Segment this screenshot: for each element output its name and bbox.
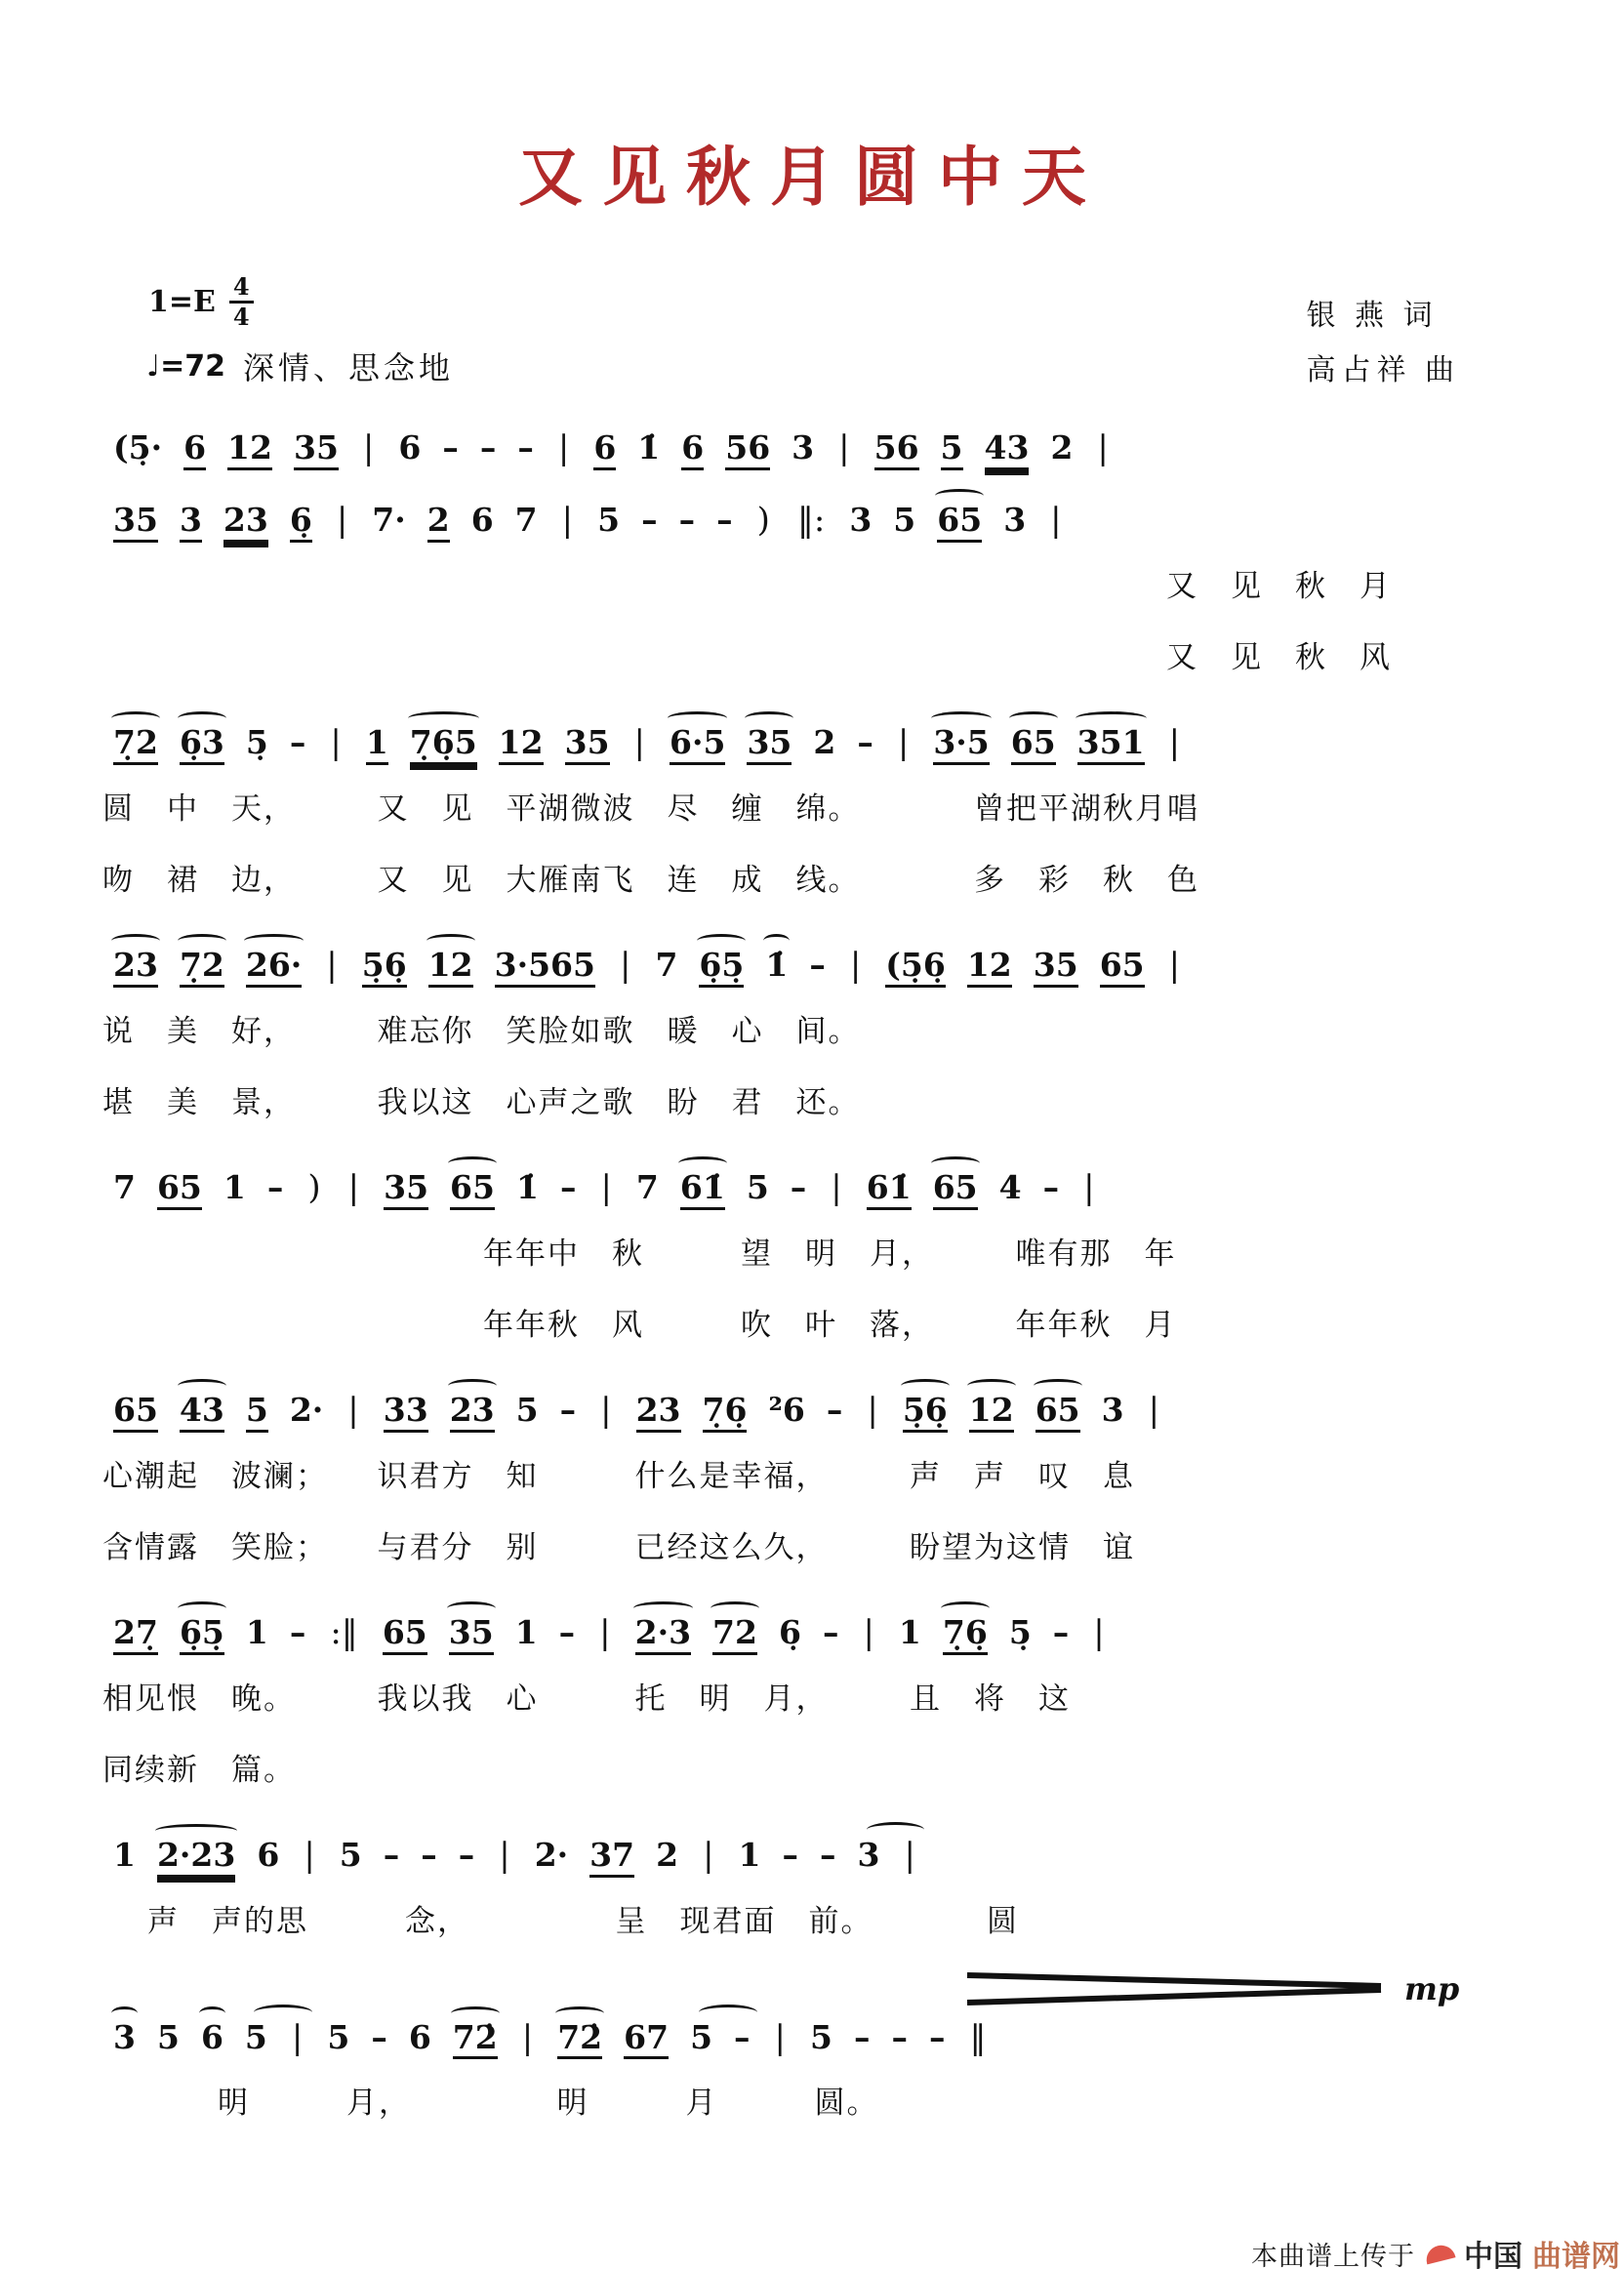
notes-row xyxy=(102,925,1565,988)
note: 65 xyxy=(383,1614,427,1655)
note: 67 xyxy=(624,2019,669,2060)
note: 43 xyxy=(985,429,1030,470)
note: 5 xyxy=(941,429,963,470)
note: 6̣ xyxy=(290,502,312,543)
note: – xyxy=(383,1835,400,1874)
notes-row xyxy=(102,480,1565,543)
barline: | xyxy=(897,722,910,762)
barline: | xyxy=(1097,428,1109,467)
note: – xyxy=(734,2017,751,2056)
barline: | xyxy=(1093,1612,1105,1652)
note: 72̇ xyxy=(453,2019,498,2060)
barline: | xyxy=(336,500,348,540)
notes-row xyxy=(102,1815,1565,1878)
note: 12 xyxy=(227,429,272,470)
barline: | xyxy=(1168,722,1181,762)
lyrics-line: 明 月， 明 月 圆。 xyxy=(218,2086,879,2121)
barline: ‖ xyxy=(969,2017,987,2057)
lyrics-line: 又 见 秋 月 xyxy=(1166,568,1392,603)
note: – xyxy=(853,2017,871,2056)
lyrics-line: 堪 美 景， 我以这 心声之歌 盼 君 还。 xyxy=(102,1084,861,1119)
lyrics-line: 吻 裙 边， 又 见 大雁南飞 连 成 线。 多 彩 秋 色 xyxy=(102,862,1199,897)
note: 56 xyxy=(874,429,919,470)
notes-row xyxy=(102,1148,1565,1210)
note: 7̣2 xyxy=(180,947,224,988)
note: 2· xyxy=(289,1390,324,1429)
barline: | xyxy=(849,945,862,985)
notes-row xyxy=(102,703,1565,765)
barline: | xyxy=(703,1835,714,1875)
note: 4 xyxy=(998,1167,1022,1206)
lyrics-line: 年年秋 风 吹 叶 落， 年年秋 月 xyxy=(483,1307,1177,1342)
note: 1̇ xyxy=(637,428,661,466)
barline: | xyxy=(330,722,342,762)
note: 65 xyxy=(933,1169,978,1210)
barline: | xyxy=(347,1390,359,1430)
note: 65 xyxy=(1035,1392,1080,1433)
music-system-6 xyxy=(102,1370,1565,1583)
note: 6 xyxy=(200,2017,223,2056)
lyrics-line: 心潮起 波澜； 识君方 知 什么是幸福， 声 声 叹 息 xyxy=(102,1458,1135,1493)
note: 3 xyxy=(1101,1390,1124,1429)
lyrics-line: 说 美 好， 难忘你 笑脸如歌 暖 心 间。 xyxy=(102,1013,861,1048)
note: – xyxy=(857,722,873,761)
note: – xyxy=(1042,1167,1060,1206)
barline: | xyxy=(561,500,574,540)
note: 3 xyxy=(180,502,202,543)
note: – xyxy=(371,2017,387,2056)
note: 12 xyxy=(499,724,544,765)
note: 3 xyxy=(849,500,873,539)
note: 1 xyxy=(898,1612,921,1651)
barline: | xyxy=(326,945,338,985)
note: – xyxy=(716,500,733,539)
notes-row xyxy=(102,408,1565,470)
note: 5̣6̣ xyxy=(362,947,407,988)
music-system-8 xyxy=(102,1815,1565,1957)
note: 12 xyxy=(969,1392,1014,1433)
credits xyxy=(1307,289,1461,398)
note: 65 xyxy=(450,1169,495,1210)
note: – xyxy=(790,1167,807,1206)
note: 5 xyxy=(156,2017,180,2056)
site-name-cn: 中国 xyxy=(1464,2241,1522,2269)
note: 23 xyxy=(113,947,158,988)
note: 26· xyxy=(246,947,302,988)
note: 3·565 xyxy=(495,947,595,988)
time-signature xyxy=(229,272,254,331)
barline: | xyxy=(362,428,375,467)
note: 6 xyxy=(593,429,616,470)
note: – xyxy=(782,1835,799,1874)
key-signature xyxy=(148,272,254,331)
note: 3 xyxy=(1003,500,1027,539)
note: 5 xyxy=(327,2017,350,2056)
note: – xyxy=(479,428,497,466)
note: 23 xyxy=(636,1392,681,1433)
expression-marking: 深情、思念地 xyxy=(243,350,455,385)
note: – xyxy=(822,1612,839,1651)
barline: | xyxy=(521,2017,534,2057)
note: 3 xyxy=(792,428,815,466)
note: 7 xyxy=(113,1167,136,1206)
note: 61̇ xyxy=(867,1169,912,1210)
note: – xyxy=(559,1167,577,1206)
note: 27̣ xyxy=(113,1614,158,1655)
barline: | xyxy=(904,1835,915,1875)
barline: | xyxy=(1168,945,1181,985)
note: 1 xyxy=(223,1167,246,1206)
note: 2·3 xyxy=(635,1614,691,1655)
note: 5 xyxy=(515,1390,539,1429)
notes-row xyxy=(102,1593,1565,1655)
lyrics-line: 同续新 篇。 xyxy=(102,1752,296,1787)
watermark-footer xyxy=(1251,2232,1620,2269)
note: 7· xyxy=(372,500,406,539)
music-system-7 xyxy=(102,1593,1565,1805)
note: 2 xyxy=(427,502,450,543)
watermark-text: 本曲谱上传于 xyxy=(1251,2241,1415,2269)
note: 1 xyxy=(245,1612,268,1651)
note: – xyxy=(458,1835,475,1874)
barline: | xyxy=(774,2017,786,2057)
barline: | xyxy=(600,1390,612,1430)
tempo-row xyxy=(146,344,454,388)
note: 35 xyxy=(384,1169,428,1210)
note: 5 xyxy=(339,1835,362,1874)
barline: | xyxy=(867,1390,878,1430)
barline: ) xyxy=(756,500,770,540)
music-system-3 xyxy=(102,703,1565,915)
note: 6̣ xyxy=(778,1612,801,1651)
barline: | xyxy=(838,428,850,467)
note: 65 xyxy=(1100,947,1145,988)
music-system-4 xyxy=(102,925,1565,1138)
note: 6·5 xyxy=(670,724,725,765)
note: – xyxy=(678,500,696,539)
barline: :‖ xyxy=(330,1612,358,1652)
note: 7 xyxy=(655,945,678,984)
note: 5 xyxy=(893,500,916,539)
note: (5̣6̣ xyxy=(885,947,946,988)
note: 2·23 xyxy=(157,1837,235,1878)
note: 351 xyxy=(1077,724,1145,765)
note: 2 xyxy=(1050,428,1074,466)
note: 5 xyxy=(810,2017,832,2056)
music-system-9 xyxy=(102,1966,1565,2139)
song-title: 又见秋月圆中天 xyxy=(518,142,1106,214)
note: – xyxy=(1052,1612,1070,1651)
note: 35 xyxy=(113,502,158,543)
note: 1̇ xyxy=(765,945,789,984)
note: – xyxy=(266,1167,284,1206)
note: 2 xyxy=(813,722,836,761)
barline: | xyxy=(1148,1390,1160,1430)
note: 35 xyxy=(1034,947,1078,988)
lyrics-line: 相见恨 晚。 我以我 心 托 明 月， 且 将 这 xyxy=(102,1681,1071,1716)
barline: ‖: xyxy=(796,500,826,540)
note: 5̣ xyxy=(1008,1612,1032,1651)
note: 3·5 xyxy=(933,724,989,765)
note: 5 xyxy=(690,2017,713,2056)
note: 7̣6̣ xyxy=(703,1392,748,1433)
note: 1 xyxy=(738,1835,761,1874)
note: ²6 xyxy=(768,1390,805,1429)
barline: | xyxy=(557,428,570,467)
note: 35 xyxy=(747,724,792,765)
note: 3 xyxy=(857,1835,880,1874)
note: 6 xyxy=(398,428,422,466)
note: 72 xyxy=(712,1614,757,1655)
note: (5̣· xyxy=(113,428,163,466)
note: – xyxy=(558,1612,576,1651)
note: 5 xyxy=(246,1392,268,1433)
barline: | xyxy=(599,1612,611,1652)
note: 6 xyxy=(257,1835,280,1874)
lyricist-credit: 银 燕 词 xyxy=(1306,300,1439,332)
barline: ) xyxy=(307,1167,321,1207)
note: 1 xyxy=(113,1835,136,1874)
note: 1 xyxy=(514,1612,538,1651)
note: 5 xyxy=(597,500,621,539)
note: 7 xyxy=(514,500,538,539)
lyrics-line: 声 声的思 念， 呈 现君面 前。 圆 xyxy=(147,1903,1019,1938)
composer-credit: 高占祥 曲 xyxy=(1306,354,1460,386)
barline: | xyxy=(600,1167,612,1207)
note: – xyxy=(891,2017,908,2056)
note: – xyxy=(517,428,534,466)
barline: | xyxy=(304,1835,315,1875)
note: – xyxy=(826,1390,843,1429)
note: – xyxy=(559,1390,577,1429)
note: 7̣2 xyxy=(113,724,158,765)
note: 6 xyxy=(470,500,494,539)
site-name-rest: 曲谱网 xyxy=(1532,2241,1620,2269)
note: 1̇ xyxy=(515,1167,539,1206)
note: 6̣5̣ xyxy=(699,947,744,988)
note: 35 xyxy=(565,724,610,765)
note: 56 xyxy=(725,429,770,470)
note: 12 xyxy=(967,947,1012,988)
note: 43 xyxy=(180,1392,224,1433)
note: 1 xyxy=(366,724,388,765)
music-system-5 xyxy=(102,1148,1565,1360)
hairpin-icon xyxy=(961,1967,1391,2010)
note: – xyxy=(442,428,459,466)
key-label: 1=E xyxy=(148,285,216,319)
score-body xyxy=(102,408,1565,2148)
note: 2· xyxy=(534,1835,569,1874)
note: – xyxy=(809,945,826,984)
note: 65 xyxy=(113,1392,158,1433)
barline: | xyxy=(499,1835,510,1875)
note: 23 xyxy=(223,502,268,543)
note: 37 xyxy=(589,1837,634,1878)
note: 61̇ xyxy=(680,1169,725,1210)
barline: | xyxy=(619,945,631,985)
note: 33 xyxy=(384,1392,428,1433)
barline: | xyxy=(831,1167,842,1207)
lyrics-line: 年年中 秋 望 明 月， 唯有那 年 xyxy=(483,1236,1177,1271)
note: 5̣6̣ xyxy=(903,1392,948,1433)
notes-row xyxy=(102,1370,1565,1433)
note: 23 xyxy=(450,1392,495,1433)
note: – xyxy=(928,2017,946,2056)
note: – xyxy=(421,1835,437,1874)
lyrics-line: 圆 中 天， 又 见 平湖微波 尽 缠 绵。 曾把平湖秋月唱 xyxy=(102,790,1199,826)
note: 7̣6̣ xyxy=(943,1614,988,1655)
music-system-2 xyxy=(102,480,1565,693)
note: 6 xyxy=(408,2017,431,2056)
tempo-marking: ♩=72 xyxy=(146,348,226,384)
music-system-1 xyxy=(102,408,1565,470)
note: 6 xyxy=(681,429,704,470)
barline: | xyxy=(1050,500,1062,540)
barline: | xyxy=(863,1612,874,1652)
site-logo-icon xyxy=(1424,2243,1456,2265)
note: 5 xyxy=(746,1167,769,1206)
note: 65 xyxy=(1011,724,1056,765)
note: 3 xyxy=(113,2017,136,2056)
note: – xyxy=(289,1612,306,1651)
barline: | xyxy=(291,2017,304,2057)
note: 5̣ xyxy=(245,722,268,761)
note: 65 xyxy=(157,1169,202,1210)
meter-numerator: 4 xyxy=(229,275,254,304)
note: – xyxy=(820,1835,836,1874)
lyrics-line: 又 见 秋 风 xyxy=(1166,639,1392,674)
dynamic-marking: mp xyxy=(1404,1969,1460,2007)
note: 35 xyxy=(449,1614,494,1655)
barline: | xyxy=(347,1167,360,1207)
note: – xyxy=(289,722,306,761)
note: 35 xyxy=(294,429,339,470)
note: 6̣5̣ xyxy=(180,1614,224,1655)
note: – xyxy=(641,500,658,539)
meter-denominator: 4 xyxy=(232,303,250,331)
note: 5 xyxy=(244,2017,267,2056)
note: 12 xyxy=(428,947,473,988)
barline: | xyxy=(633,722,646,762)
barline: | xyxy=(1083,1167,1095,1207)
note: 6̣3 xyxy=(180,724,224,765)
lyrics-line: 含情露 笑脸； 与君分 别 已经这么久， 盼望为这情 谊 xyxy=(102,1529,1135,1564)
note: 7 xyxy=(635,1167,659,1206)
note: 6 xyxy=(183,429,206,470)
note: 65 xyxy=(937,502,982,543)
note: 72̇ xyxy=(557,2019,602,2060)
note: 2 xyxy=(656,1835,679,1874)
note: 7̣6̣5 xyxy=(410,724,477,765)
